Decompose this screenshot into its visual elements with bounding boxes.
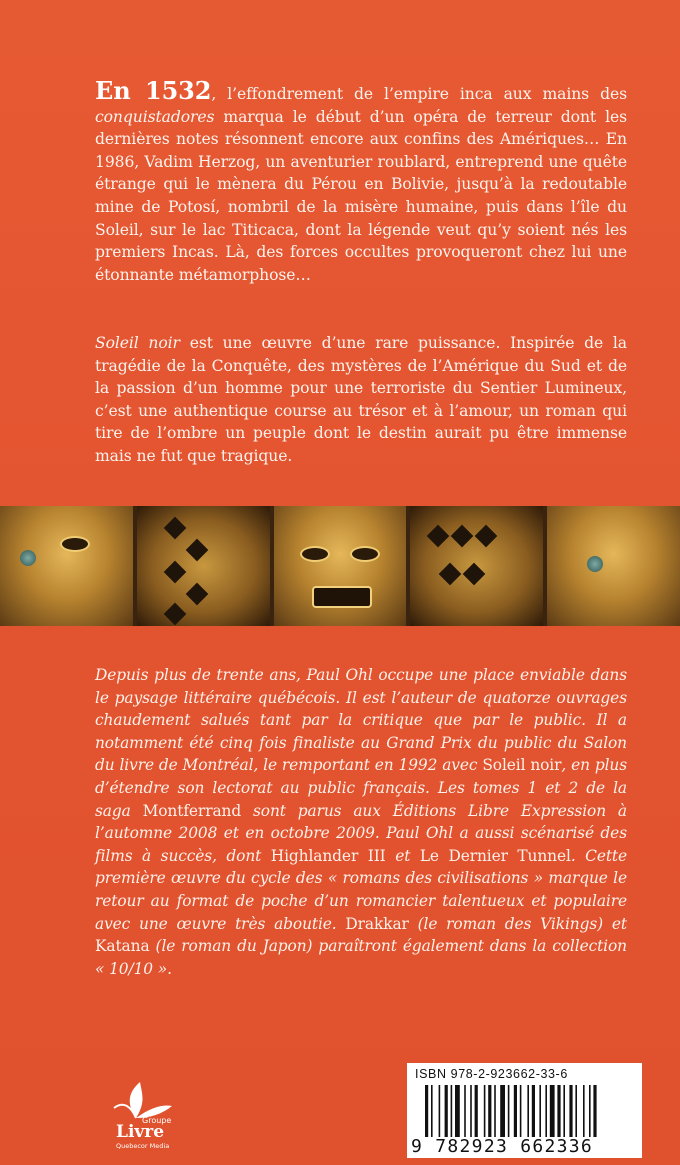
publisher-sub: Quebecor Media: [116, 1142, 170, 1150]
bio-text-c: sont parus aux Éditions Libre Expression à l’automne 2008 et en octobre 2009. Paul Ohl a aussi scénarisé des films à succès, dont: [95, 801, 627, 865]
author-bio: [95, 664, 627, 980]
gold-artifact-image-4: [547, 506, 680, 626]
bio-text-b: , en plus d’étendre son lectorat au public français. Les tomes 1 et 2 de la saga: [95, 756, 628, 820]
summary-italic-conquistadores: conquistadores: [95, 107, 215, 126]
summary-book-title: Soleil noir: [95, 334, 180, 352]
gold-artifact-band: [0, 506, 680, 626]
summary-paragraph-1: [95, 76, 628, 286]
bio-text-f: (le roman des Vikings) et: [408, 914, 627, 933]
isbn-digits: 9 782923 662336: [411, 1136, 594, 1157]
bio-title-katana: Katana: [95, 937, 150, 956]
gold-artifact-image-2: [137, 506, 270, 626]
bio-text-d: et: [385, 846, 420, 865]
publisher-groupe: Groupe: [142, 1116, 172, 1125]
isbn-barcode-box: [407, 1063, 642, 1158]
gold-artifact-image-3: [410, 506, 543, 626]
summary-text-c: est une œuvre d’une rare puissance. Inspirée de la tragédie de la Conquête, des mystères de l’Amérique du Sud et de la passion d’un homme pour une terroriste du Sentier Lumineux, c’est une authentique course au trésor et à l’amour, un roman qui tire de l’ombre un peuple dont le destin aurait pu être immense mais ne fut que tragique.: [95, 334, 627, 465]
gold-mask-image: [274, 506, 407, 626]
summary-text-b: marqua le début d’un opéra de terreur dont les dernières notes résonnent encore aux confins des Amériques… En 1986, Vadim Herzog, un aventurier roublard, entreprend une quête étrange qui le mènera du Pérou en Bolivie, jusqu’à la redoutable mine de Potosí, nombril de la misère humaine, puis dans l’île du Soleil, sur le lac Titicaca, dont la légende veut qu’y soient nés les premiers Incas. Là, des forces occultes provoqueront chez lui une étonnante métamorphose…: [95, 107, 627, 284]
bio-title-montferrand: Montferrand: [142, 801, 242, 820]
summary-lead: En 1532: [95, 76, 212, 105]
summary-text-a: , l’effondrement de l’empire inca aux mains des: [211, 85, 628, 103]
summary-paragraph-2: [95, 332, 627, 468]
bio-title-soleil-noir: Soleil noir: [482, 756, 562, 775]
isbn-label: ISBN 978-2-923662-33-6: [415, 1067, 568, 1081]
bio-title-highlander: Highlander III: [270, 846, 386, 865]
bio-text-e: . Cette première œuvre du cycle des « romans des civilisations » marque le retour au format de poche d’un romancier talentueux et populaire avec une œuvre très aboutie.: [95, 846, 628, 933]
publisher-livre: Livre: [116, 1122, 165, 1142]
bio-title-drakkar: Drakkar: [345, 914, 409, 933]
barcode-icon: [425, 1085, 625, 1137]
gold-artifact-image-1: [0, 506, 133, 626]
bio-text-g: (le roman du Japon) paraîtront également dans la collection « 10/10 ».: [95, 937, 627, 978]
publisher-logo: [100, 1078, 180, 1150]
bio-text-a: Depuis plus de trente ans, Paul Ohl occupe une place enviable dans le paysage littéraire québécois. Il est l’auteur de quatorze ouvrages chaudement salués tant par la critique que par le public. Il a notamment été cinq fois finaliste au Grand Prix du public du Salon du livre de Montréal, le remportant en 1992 avec: [95, 666, 627, 775]
bio-title-dernier-tunnel: Le Dernier Tunnel: [419, 846, 571, 865]
